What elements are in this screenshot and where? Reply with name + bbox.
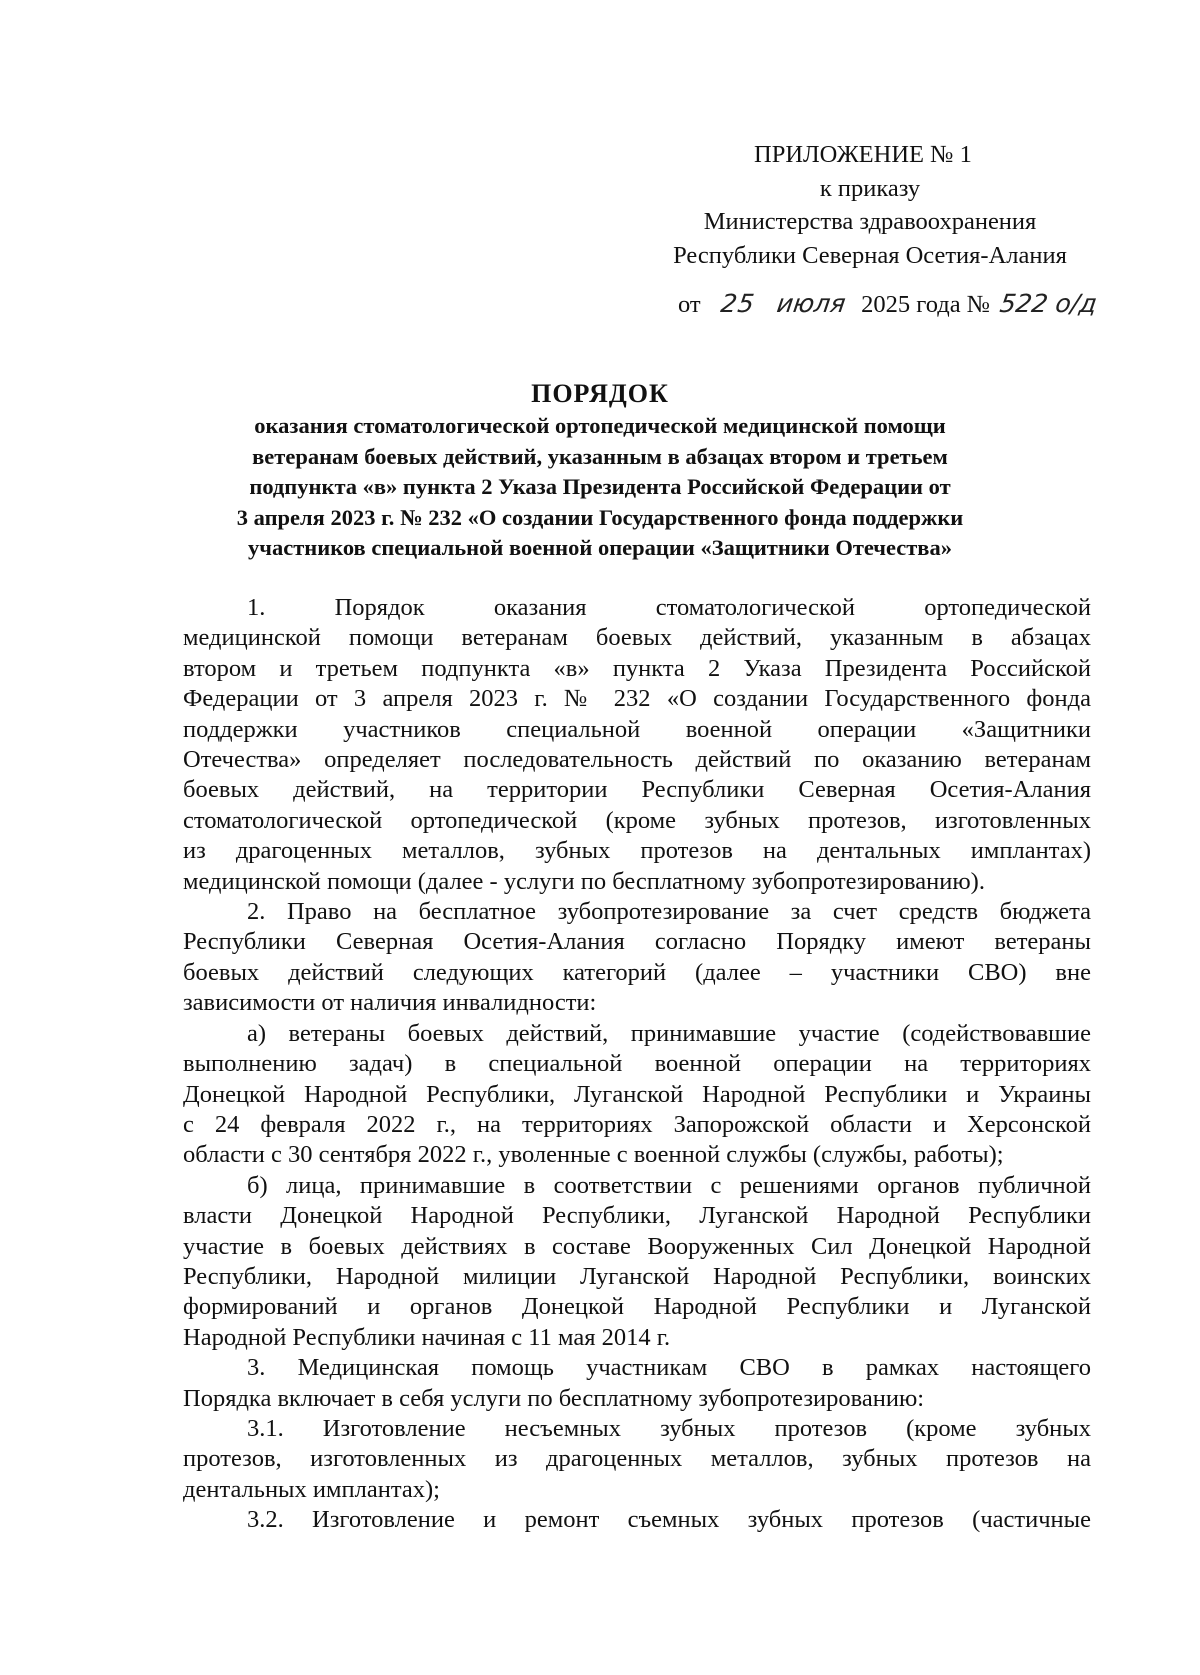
body-line: выполнению задач) в специальной военной операции на территориях <box>183 1050 1091 1078</box>
document-subtitle <box>160 411 1040 564</box>
body-line: Народной Республики начиная с 11 мая 2014 г. <box>183 1323 671 1351</box>
body-line: 3.2. Изготовление и ремонт съемных зубных протезов (частичные <box>247 1506 1091 1534</box>
appendix-line: Республики Северная Осетия-Алания <box>673 241 1067 269</box>
body-line: 3. Медицинская помощь участникам СВО в рамках настоящего <box>247 1354 1091 1382</box>
body-line: области с 30 сентября 2022 г., уволенные с военной службы (службы, работы); <box>183 1141 1004 1169</box>
document-title: ПОРЯДОК <box>531 379 669 408</box>
body-line: 3.1. Изготовление несъемных зубных протезов (кроме зубных <box>247 1414 1091 1442</box>
body-line: Порядка включает в себя услуги по бесплатному зубопротезированию: <box>183 1384 925 1412</box>
appendix-line: Министерства здравоохранения <box>703 208 1037 235</box>
body-line: б) лица, принимавшие в соответствии с решениями органов публичной <box>247 1171 1091 1199</box>
body-line: формирований и органов Донецкой Народной Республики и Луганской <box>183 1293 1091 1321</box>
handwritten-day: 25 <box>718 289 757 318</box>
body-line: втором и третьем подпункта «в» пункта 2 Указа Президента Российской <box>183 654 1091 682</box>
body-line: боевых действий, на территории Республики Северная Осетия-Алания <box>183 776 1091 804</box>
body-line: а) ветераны боевых действий, принимавшие участие (содействовавшие <box>247 1019 1091 1047</box>
order-year: 2025 года № <box>861 291 991 318</box>
body-line: 1. Порядок оказания стоматологической ортопедической <box>247 594 1091 621</box>
body-line: стоматологической ортопедической (кроме зубных протезов, изготовленных <box>183 806 1091 834</box>
handwritten-month: июля <box>774 289 848 318</box>
paragraph-3 <box>183 1353 1091 1414</box>
body-line: Республики Северная Осетия-Алания согласно Порядку имеют ветераны <box>183 928 1091 956</box>
body-line: с 24 февраля 2022 г., на территориях Запорожской области и Херсонской <box>183 1110 1091 1138</box>
paragraph-2 <box>183 897 1091 1019</box>
body-line: Донецкой Народной Республики, Луганской Народной Республики и Украины <box>183 1080 1091 1108</box>
order-reference <box>678 286 1097 323</box>
body-line: из драгоценных металлов, зубных протезов на дентальных имплантах) <box>183 837 1091 865</box>
body-line: медицинской помощи ветеранам боевых действий, указанным в абзацах <box>183 624 1091 652</box>
appendix-header <box>620 138 1120 272</box>
paragraph-item-b <box>183 1171 1091 1353</box>
handwritten-order-number: 522 о/д <box>998 289 1099 318</box>
body-line: Федерации от 3 апреля 2023 г. № 232 «О создании Государственного фонда <box>183 685 1091 713</box>
body-line: Отечества» определяет последовательность действий по оказанию ветеранам <box>183 746 1091 774</box>
subtitle-line: участников специальной военной операции «Защитники Отечества» <box>248 535 952 560</box>
document-title-block <box>160 377 1040 564</box>
appendix-line: к приказу <box>819 174 921 202</box>
paragraph-item-a <box>183 1019 1091 1171</box>
body-line: боевых действий следующих категорий (далее – участники СВО) вне <box>183 958 1091 986</box>
subtitle-line: ветеранам боевых действий, указанным в абзацах втором и третьем <box>252 443 948 469</box>
body-line: 2. Право на бесплатное зубопротезирование за счет средств бюджета <box>247 898 1091 926</box>
body-line: медицинской помощи (далее - услуги по бесплатному зубопротезированию). <box>183 867 985 895</box>
body-line: поддержки участников специальной военной операции «Защитники <box>183 715 1091 743</box>
subtitle-line: подпункта «в» пункта 2 Указа Президента Российской Федерации от <box>249 474 951 499</box>
body-line: участие в боевых действиях в составе Вооруженных Сил Донецкой Народной <box>183 1232 1091 1260</box>
paragraph-3-2 <box>183 1505 1091 1535</box>
body-line: дентальных имплантах); <box>183 1475 440 1503</box>
paragraph-1 <box>183 593 1091 897</box>
subtitle-line: 3 апреля 2023 г. № 232 «О создании Государственного фонда поддержки <box>236 504 964 530</box>
appendix-title: ПРИЛОЖЕНИЕ № 1 <box>754 141 972 168</box>
order-prefix: от <box>678 291 701 318</box>
paragraph-3-1 <box>183 1414 1091 1505</box>
subtitle-line: оказания стоматологической ортопедической медицинской помощи <box>254 413 946 438</box>
body-line: зависимости от наличия инвалидности: <box>183 989 597 1017</box>
body-line: власти Донецкой Народной Республики, Луганской Народной Республики <box>183 1202 1091 1230</box>
body-line: Республики, Народной милиции Луганской Народной Республики, воинских <box>183 1262 1091 1290</box>
document-body <box>183 593 1091 1536</box>
body-line: протезов, изготовленных из драгоценных металлов, зубных протезов на <box>183 1445 1091 1473</box>
